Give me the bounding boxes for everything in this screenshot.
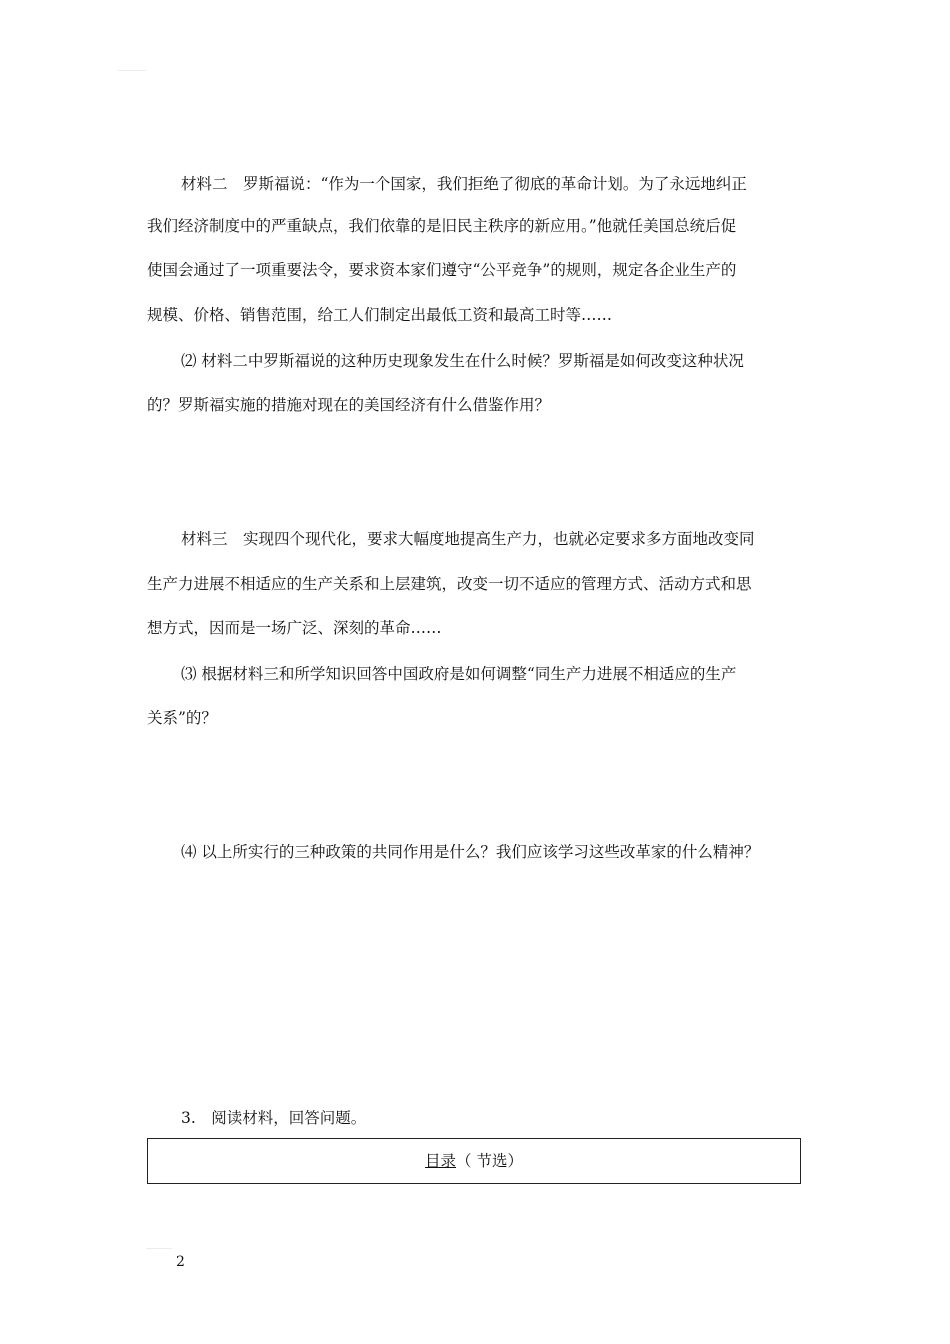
material2-line-3: 使国会通过了一项重要法令，要求资本家们遵守“公平竞争”的规则，规定各企业生产的 bbox=[147, 261, 737, 279]
question2-line-1: ⑵ 材料二中罗斯福说的这种历史现象发生在什么时候？罗斯福是如何改变这种状况 bbox=[181, 352, 744, 370]
item3-heading: 3. 阅读材料，回答问题。 bbox=[181, 1109, 367, 1127]
question3-line-1: ⑶ 根据材料三和所学知识回答中国政府是如何调整“同生产力进展不相适应的生产 bbox=[181, 665, 737, 683]
material2-line-4: 规模、价格、销售范围，给工人们制定出最低工资和最高工时等…… bbox=[147, 306, 613, 324]
table-title: 目录 bbox=[425, 1152, 457, 1170]
table-note: （ 节选） bbox=[456, 1152, 523, 1170]
question3-line-2: 关系”的？ bbox=[147, 709, 217, 727]
material2-line-2: 我们经济制度中的严重缺点，我们依靠的是旧民主秩序的新应用。”他就任美国总统后促 bbox=[147, 217, 737, 235]
footer-mark bbox=[146, 1248, 172, 1249]
question2-line-2: 的？罗斯福实施的措施对现在的美国经济有什么借鉴作用？ bbox=[147, 396, 551, 414]
page-number: 2 bbox=[176, 1254, 185, 1270]
material3-line-3: 想方式，因而是一场广泛、深刻的革命…… bbox=[147, 619, 442, 637]
top-left-mark bbox=[118, 70, 146, 71]
question4-line: ⑷ 以上所实行的三种政策的共同作用是什么？我们应该学习这些改革家的什么精神？ bbox=[181, 843, 760, 861]
material2-line-1: 材料二 罗斯福说：“作为一个国家，我们拒绝了彻底的革命计划。为了永远地纠正 bbox=[181, 175, 747, 193]
material3-line-2: 生产力进展不相适应的生产关系和上层建筑，改变一切不适应的管理方式、活动方式和思 bbox=[147, 575, 752, 593]
table-of-contents-box bbox=[147, 1138, 801, 1184]
material3-line-1: 材料三 实现四个现代化，要求大幅度地提高生产力，也就必定要求多方面地改变同 bbox=[181, 530, 755, 548]
